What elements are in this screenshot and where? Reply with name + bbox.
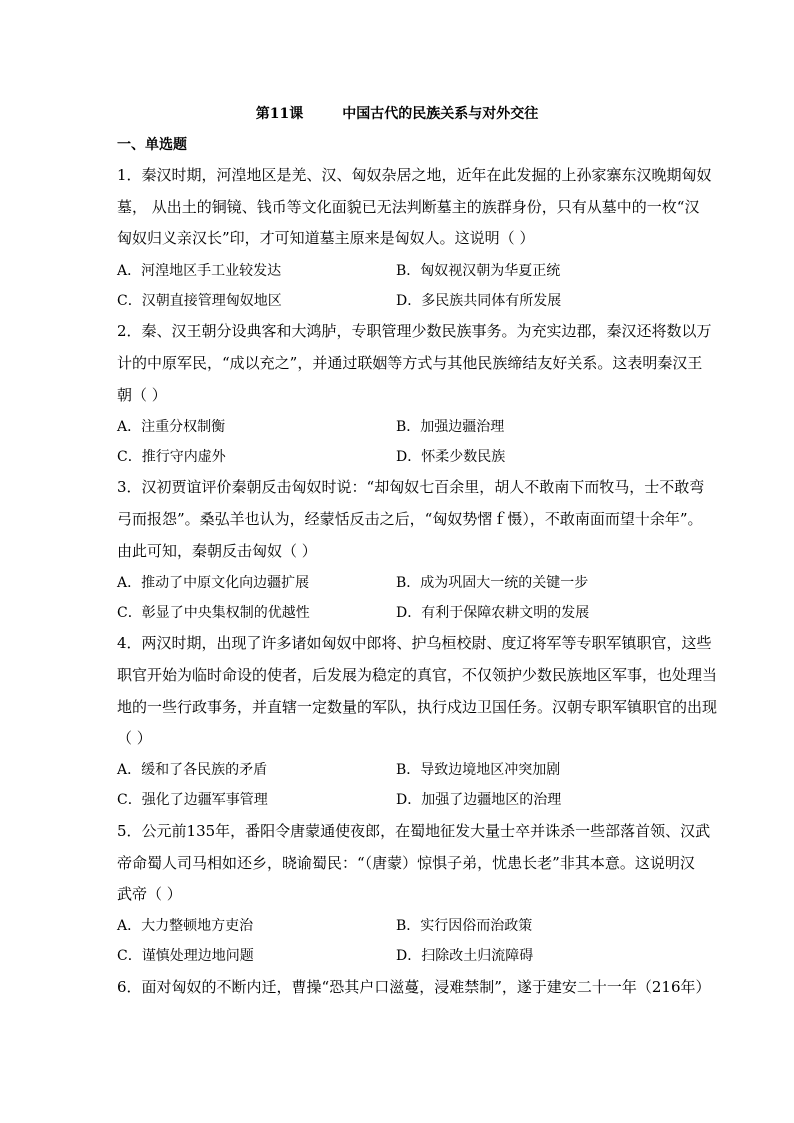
question-2-option-b[interactable]: B．加强边疆治理 (396, 419, 505, 435)
question-5-option-d[interactable]: D．扫除改土归流障碍 (396, 948, 534, 964)
question-5-line-1: 5．公元前135年，番阳令唐蒙通使夜郎，在蜀地征发大量士卒并诛杀一些部落首领、汉武 (117, 822, 711, 840)
question-4-line-3: 地的一些行政事务，并直辖一定数量的军队，执行戍边卫国任务。汉朝专职军镇职官的出现 (117, 698, 718, 716)
question-1-option-d[interactable]: D．多民族共同体有所发展 (396, 293, 562, 309)
question-5-option-a[interactable]: A．大力整顿地方吏治 (117, 918, 254, 934)
section-heading: 一、单选题 (117, 137, 187, 153)
question-5-option-b[interactable]: B．实行因俗而治政策 (396, 918, 533, 934)
question-5-line-2: 帝命蜀人司马相如还乡，晓谕蜀民：“（唐蒙）惊惧子弟，忧患长老”非其本意。这说明汉 (117, 854, 695, 872)
question-5-option-c[interactable]: C．谨慎处理边地问题 (117, 948, 254, 964)
question-2-line-2: 计的中原军民，“成以充之”，并通过联姻等方式与其他民族缔结友好关系。这表明秦汉王 (117, 354, 703, 372)
question-4-option-b[interactable]: B．导致边境地区冲突加剧 (396, 762, 561, 778)
lesson-title: 第11课 中国古代的民族关系与对外交往 (255, 106, 539, 122)
question-1-option-b[interactable]: B．匈奴视汉朝为华夏正统 (396, 263, 561, 279)
question-2-option-a[interactable]: A．注重分权制衡 (117, 419, 226, 435)
question-3-option-d[interactable]: D．有利于保障农耕文明的发展 (396, 605, 590, 621)
question-4-option-d[interactable]: D．加强了边疆地区的治理 (396, 792, 562, 808)
question-4-line-1: 4．两汉时期，出现了许多诸如匈奴中郎将、护乌桓校尉、度辽将军等专职军镇职官，这些 (117, 634, 712, 652)
question-3-line-1: 3．汉初贾谊评价秦朝反击匈奴时说：“却匈奴七百余里，胡人不敢南下而牧马，士不敢弯 (117, 478, 705, 496)
question-5-line-3: 武帝（ ） (117, 885, 182, 903)
question-1-line-2: 墓， 从出土的铜镜、钱币等文化面貌已无法判断墓主的族群身份，只有从墓中的一枚“汉 (117, 198, 700, 216)
question-3-option-b[interactable]: B．成为巩固大一统的关键一步 (396, 575, 589, 591)
question-3-option-a[interactable]: A．推动了中原文化向边疆扩展 (117, 575, 310, 591)
question-4-option-a[interactable]: A．缓和了各民族的矛盾 (117, 762, 268, 778)
question-2-line-3: 朝（ ） (117, 386, 167, 404)
question-4-option-c[interactable]: C．强化了边疆军事管理 (117, 792, 268, 808)
question-6-line-1: 6．面对匈奴的不断内迁，曹操“恐其户口滋蔓，浸难禁制”，遂于建安二十一年（216年） (117, 978, 711, 996)
question-2-option-c[interactable]: C．推行守内虚外 (117, 449, 226, 465)
question-3-line-2: 弓而报怨”。桑弘羊也认为，经蒙恬反击之后，“匈奴势慴ｆ慑），不敢南面而望十余年”。 (117, 510, 703, 528)
question-2-option-d[interactable]: D．怀柔少数民族 (396, 449, 506, 465)
question-1-line-3: 匈奴归义亲汉长”印，才可知道墓主原来是匈奴人。这说明（ ） (117, 229, 535, 247)
question-1-option-c[interactable]: C．汉朝直接管理匈奴地区 (117, 293, 282, 309)
question-4-line-4: （ ） (117, 729, 152, 747)
question-2-line-1: 2．秦、汉王朝分设典客和大鸿胪，专职管理少数民族事务。为充实边郡，秦汉还将数以万 (117, 322, 712, 340)
question-3-option-c[interactable]: C．彰显了中央集权制的优越性 (117, 605, 310, 621)
question-1-option-a[interactable]: A．河湟地区手工业较发达 (117, 263, 282, 279)
question-4-line-2: 职官开始为临时命设的使者，后发展为稳定的真官，不仅领护少数民族地区军事，也处理当 (117, 666, 718, 684)
question-3-line-3: 由此可知，秦朝反击匈奴（ ） (117, 542, 317, 560)
question-1-line-1: 1．秦汉时期，河湟地区是羌、汉、匈奴杂居之地，近年在此发掘的上孙家寨东汉晚期匈奴 (117, 166, 712, 184)
